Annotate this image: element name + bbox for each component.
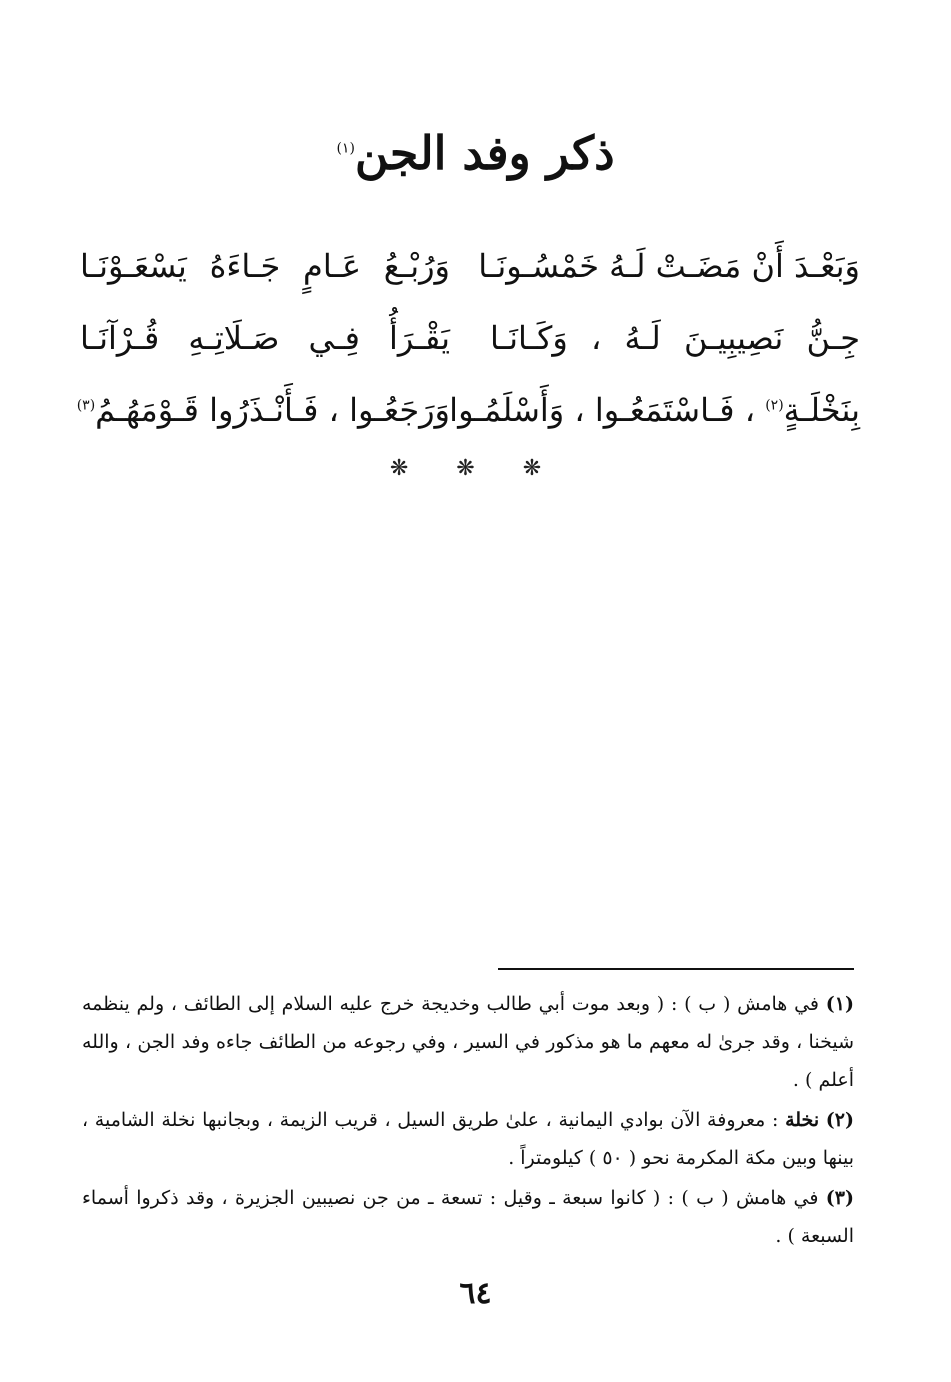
separator-star-icon: ❋ (456, 456, 495, 481)
page-number: ٦٤ (459, 1276, 492, 1311)
verse-3-footnote-ref-2[interactable]: (٢) (765, 397, 784, 414)
footnote-keyword: نخلة (785, 1109, 820, 1131)
separator-star-icon: ❋ (389, 456, 429, 481)
section-separator (0, 456, 951, 481)
section-title-wrap (0, 118, 951, 188)
verse-2-second-hemistich: يَقْـرَأُ فِـي صَـلَاتِـهِ قُـرْآنَـا (80, 319, 450, 357)
footnote-text: في هامش ( ب ) : ( وبعد موت أبي طالب وخديجة خرج عليه السلام إلى الطائف ، ولم ينظمه شيخنا ، وقد جرىٰ له معهم ما هو مذكور في السير ، وفي رجوعه من الطائف جاءه وفد الجن ، والله أعلم ) . (82, 993, 854, 1091)
footnote-divider (498, 968, 854, 970)
footnote-1 (82, 985, 854, 1099)
verse-line-3 (76, 374, 860, 446)
title-footnote-ref[interactable]: (١) (336, 140, 355, 157)
section-title (336, 118, 614, 188)
footnote-text: : معروفة الآن بوادي اليمانية ، علىٰ طريق السيل ، قريب الزيمة ، وبجانبها نخلة الشامية ، بينها وبين مكة المكرمة نحو ( ٥٠ ) كيلومتراً . (82, 1109, 854, 1169)
verse-1-first-hemistich: وَبَعْـدَ أَنْ مَضَـتْ لَـهُ خَمْسُـونَـا (478, 247, 860, 285)
verse-3-second-hemistich (76, 390, 450, 430)
poem-verses (76, 230, 860, 446)
verse-3-first-hemistich-rest: ، فَـاسْتَمَعُـوا ، وَأَسْلَمُـوا (449, 391, 766, 429)
separator-star-icon: ❋ (522, 456, 562, 481)
footnote-number: (٢) (825, 1109, 854, 1131)
footnote-text: في هامش ( ب ) : ( كانوا سبعة ـ وقيل : تسعة ـ من جن نصيبين الجزيرة ، وقد ذكروا أسماء السبعة ) . (82, 1187, 854, 1247)
verse-line-2 (80, 302, 860, 374)
footnote-3 (82, 1179, 854, 1255)
section-title-text: ذكر وفد الجن (354, 126, 615, 180)
footnote-number: (٣) (825, 1187, 854, 1209)
verse-3-word-nakhla: بِنَخْلَـةٍ (783, 391, 860, 429)
footnote-number: (١) (825, 993, 854, 1015)
footnote-2 (82, 1101, 854, 1177)
verse-3-first-hemistich (449, 390, 860, 430)
verse-2-first-hemistich: جِـنُّ نَصِيبِيـنَ لَـهُ ، وَكَـانَـا (490, 319, 860, 357)
footnotes (82, 985, 854, 1257)
verse-3-second-hemistich-text: وَرَجَعُـوا ، فَـأَنْـذَرُوا قَـوْمَهُـمُ (95, 391, 450, 429)
verse-line-1 (80, 230, 860, 302)
verse-1-second-hemistich: وَرُبْـعُ عَـامٍ جَـاءَهُ يَسْعَـوْنَـا (80, 247, 450, 285)
verse-3-footnote-ref-3[interactable]: (٣) (76, 397, 96, 414)
